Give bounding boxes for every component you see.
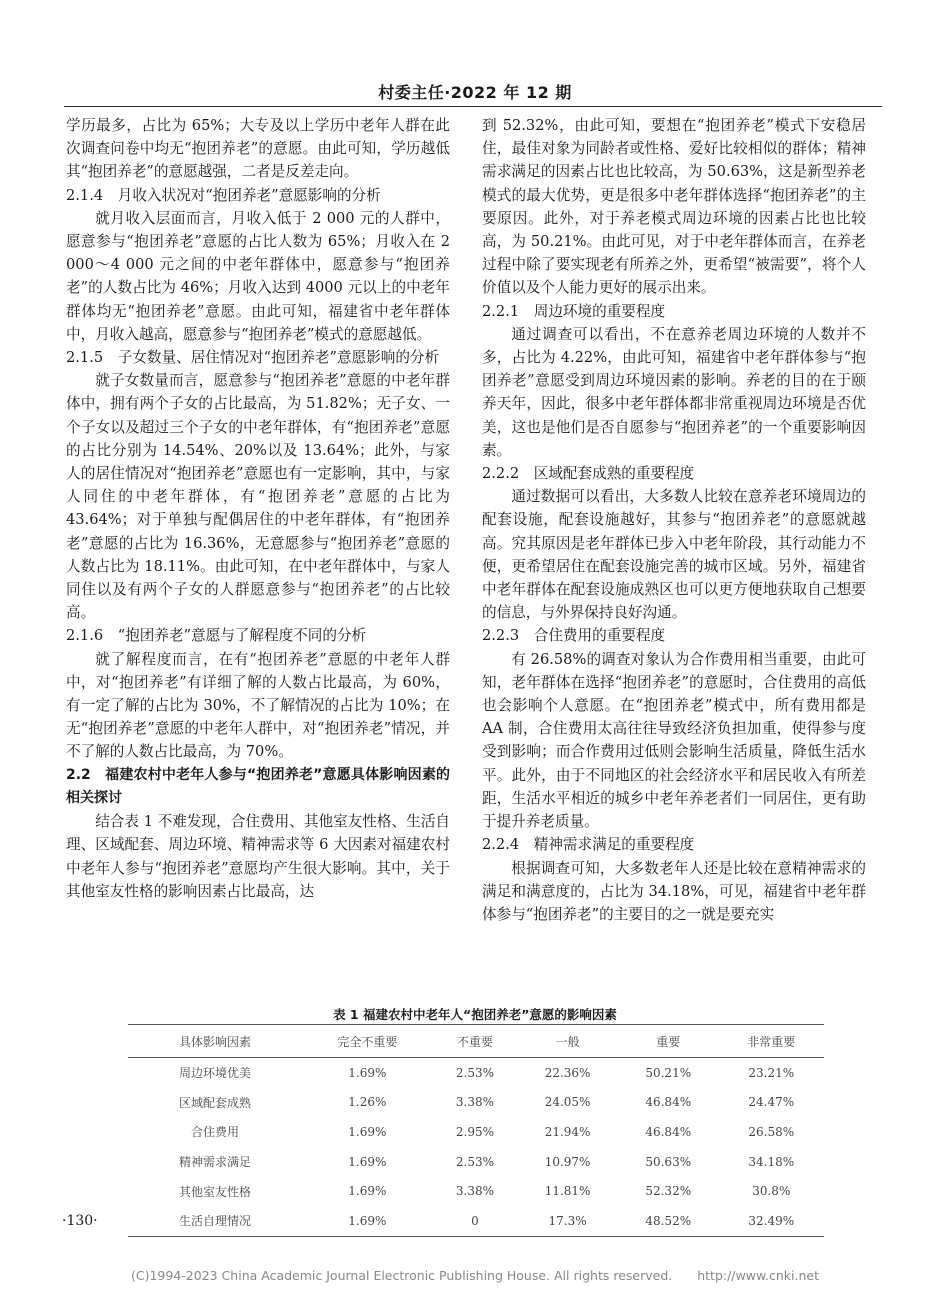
table-row	[128, 1206, 824, 1236]
influence-factors-table	[128, 1024, 824, 1237]
subsection-heading: 2.2.1 周边环境的重要程度	[482, 302, 666, 320]
percent-cell: 2.95%	[455, 1124, 495, 1139]
header-cell: 非常重要	[719, 1025, 824, 1058]
percent-cell: 0	[433, 1206, 518, 1236]
percent-cell: 1.69%	[348, 1124, 387, 1139]
percent-cell: 1.69%	[348, 1065, 387, 1080]
header-cell: 重要	[618, 1025, 719, 1058]
journal-header: 村委主任·2022 年 12 期	[378, 83, 572, 102]
subsection-heading: 2.2.4 精神需求满足的重要程度	[482, 836, 695, 854]
percent-cell: 26.58%	[748, 1124, 795, 1139]
factor-cell: 周边环境优美	[178, 1066, 251, 1081]
percent-cell: 21.94%	[544, 1124, 591, 1139]
table-row	[128, 1058, 824, 1088]
section-heading: 2.2 福建农村中老年人参与“抱团养老”意愿具体影响因素的相关探讨	[66, 766, 450, 806]
paragraph: 就子女数量而言，愿意参与“抱团养老”意愿的中老年群体中，拥有两个子女的占比最高，为 51.82%；无子女、一个子女以及超过三个子女的中老年群体，有“抱团养老”意愿的占比分别为 14.54%、20%以及 13.64%；此外，与家人的居住情况对“抱团养老”意愿也有一定影响，其中，与家人同住的中老年群体，有“抱团养老”意愿的占比为 43.64%；对于单独与配偶居住的中老年群体，有“抱团养老”意愿的占比为 16.36%，无意愿参与“抱团养老”意愿的人数占比为 18.11%。由此可知，在中老年群体中，与家人同住以及有两个子女的人群愿意参与“抱团养老”的占比较高。	[66, 372, 450, 622]
percent-cell: 22.36%	[544, 1065, 591, 1080]
percent-cell: 52.32%	[645, 1184, 692, 1199]
paragraph: 通过调查可以看出，不在意养老周边环境的人数并不多，占比为 4.22%，由此可知，福建省中老年群体参与“抱团养老”意愿受到周边环境因素的影响。养老的目的在于颐养天年，因此，很多中老年群体都非常重视周边环境是否优美，这也是他们是否自愿参与“抱团养老”的一个重要影响因素。	[482, 325, 866, 459]
factor-cell: 区域配套成熟	[178, 1095, 251, 1110]
subsection-heading: 2.1.6 “抱团养老”意愿与了解程度不同的分析	[66, 627, 367, 645]
percent-cell: 3.38%	[455, 1095, 495, 1110]
percent-cell: 2.53%	[455, 1065, 495, 1080]
percent-cell: 24.05%	[544, 1095, 591, 1110]
header-rule	[64, 106, 882, 107]
subsection-heading: 2.1.5 子女数量、居住情况对“抱团养老”意愿影响的分析	[66, 349, 440, 367]
percent-cell: 46.84%	[645, 1124, 692, 1139]
paragraph: 学历最多，占比为 65%；大专及以上学历中老年人群在此次调查问卷中均无“抱团养老”的意愿。由此可知，学历越低其“抱团养老”的意愿越强，二者是反差走向。	[66, 117, 450, 181]
header-cell: 完全不重要	[302, 1025, 433, 1058]
factor-cell: 生活自理情况	[128, 1206, 302, 1236]
paragraph: 通过数据可以看出，大多数人比较在意养老环境周边的配套设施，配套设施越好，其参与“抱团养老”的意愿就越高。究其原因是老年群体已步入中老年阶段，其行动能力不便，更希望居住在配套设施完善的城市区域。另外，福建省中老年群体在配套设施成熟区也可以更方便地获取自己想要的信息，与外界保持良好沟通。	[482, 488, 866, 622]
percent-cell: 46.84%	[645, 1095, 692, 1110]
factor-cell: 其他室友性格	[178, 1184, 251, 1199]
percent-cell: 32.49%	[719, 1206, 824, 1236]
table-row	[128, 1176, 824, 1206]
paragraph: 就月收入层面而言，月收入低于 2 000 元的人群中，愿意参与“抱团养老”意愿的占比人数为 65%；月收入在 2 000～4 000 元之间的中老年群体中，愿意参与“抱团养老”的人数占比为 46%；月收入达到 4000 元以上的中老年群体均无“抱团养老”意愿。由此可知，福建省中老年群体中，月收入越高，愿意参与“抱团养老”模式的意愿越低。	[66, 209, 450, 343]
percent-cell: 30.8%	[752, 1184, 791, 1199]
table-row	[128, 1117, 824, 1147]
percent-cell: 50.63%	[645, 1154, 692, 1169]
paragraph: 有 26.58%的调查对象认为合作费用相当重要，由此可知，老年群体在选择“抱团养老”的意愿时，合住费用的高低也会影响个人意愿。在“抱团养老”模式中，所有费用都是 AA 制，合住费用太高往往导致经济负担加重，使得参与度受到影响；而合作费用过低则会影响生活质量，降低生活水平。此外，由于不同地区的社会经济水平和居民收入有所差距，生活水平相近的城乡中老年养老者们一同居住，更有助于提升养老质量。	[482, 650, 866, 831]
percent-cell: 11.81%	[544, 1184, 591, 1199]
header-cell: 不重要	[433, 1025, 518, 1058]
percent-cell: 3.38%	[455, 1184, 495, 1199]
paragraph: 结合表 1 不难发现，合住费用、其他室友性格、生活自理、区域配套、周边环境、精神需求等 6 大因素对福建农村中老年人参与“抱团养老”意愿均产生很大影响。其中，关于其他室友性格的影响因素占比最高，达	[66, 813, 450, 900]
table-caption: 表 1 福建农村中老年人“抱团养老”意愿的影响因素	[333, 1007, 617, 1022]
subsection-heading: 2.2.3 合住费用的重要程度	[482, 627, 666, 645]
page-number: ·130·	[62, 1213, 98, 1229]
percent-cell: 23.21%	[748, 1065, 795, 1080]
percent-cell: 10.97%	[544, 1154, 591, 1169]
percent-cell: 1.26%	[348, 1095, 387, 1110]
percent-cell: 1.69%	[302, 1206, 433, 1236]
percent-cell: 48.52%	[618, 1206, 719, 1236]
copyright-footer: (C)1994-2023 China Academic Journal Electronic Publishing House. All rights reserved. http://www.cnki.net	[130, 1268, 820, 1283]
factor-cell: 精神需求满足	[178, 1155, 251, 1170]
table-header-row	[128, 1025, 824, 1058]
table-row	[128, 1088, 824, 1118]
right-column	[482, 114, 866, 926]
percent-cell: 34.18%	[748, 1154, 795, 1169]
paragraph: 就了解程度而言，在有“抱团养老”意愿的中老年人群中，对“抱团养老”有详细了解的人数占比最高，为 60%，有一定了解的占比为 30%，不了解情况的占比为 10%；在无“抱团养老”意愿的中老年人群中，对“抱团养老”情况，并不了解的人数占比最高，为 70%。	[66, 650, 450, 761]
percent-cell: 2.53%	[455, 1154, 495, 1169]
subsection-heading: 2.1.4 月收入状况对“抱团养老”意愿影响的分析	[66, 186, 381, 204]
percent-cell: 1.69%	[348, 1184, 387, 1199]
header-cell: 一般	[517, 1025, 618, 1058]
paragraph: 根据调查可知，大多数老年人还是比较在意精神需求的满足和满意度的，占比为 34.18%，可见，福建省中老年群体参与“抱团养老”的主要目的之一就是要充实	[482, 859, 866, 923]
percent-cell: 17.3%	[517, 1206, 618, 1236]
left-column	[66, 114, 450, 903]
header-cell: 具体影响因素	[128, 1025, 302, 1058]
table-row	[128, 1147, 824, 1177]
percent-cell: 24.47%	[748, 1095, 795, 1110]
percent-cell: 50.21%	[645, 1065, 692, 1080]
factor-cell: 合住费用	[190, 1125, 239, 1140]
percent-cell: 1.69%	[348, 1154, 387, 1169]
subsection-heading: 2.2.2 区域配套成熟的重要程度	[482, 465, 695, 483]
paragraph: 到 52.32%，由此可知，要想在“抱团养老”模式下安稳居住，最佳对象为同龄者或性格、爱好比较相似的群体；精神需求满足的因素占比也比较高，为 50.63%，这是新型养老模式的最大优势，更是很多中老年群体选择“抱团养老”的主要原因。此外，对于养老模式周边环境的因素占比也比较高，为 50.21%。由此可见，对于中老年群体而言，在养老过程中除了要实现老有所养之外，更希望“被需要”，将个人价值以及个人能力更好的展示出来。	[482, 117, 866, 297]
